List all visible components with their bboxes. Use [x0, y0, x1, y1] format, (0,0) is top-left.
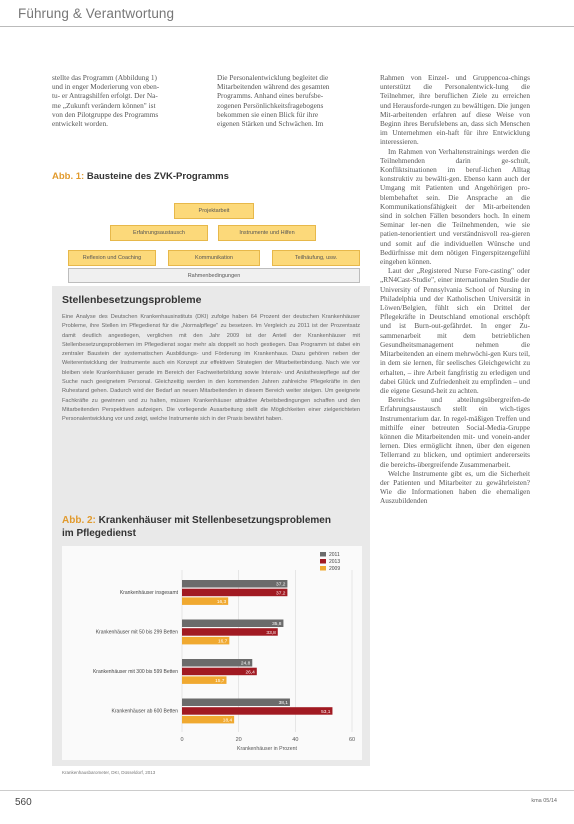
program-diagram: [68, 198, 358, 283]
bar: [182, 699, 290, 707]
x-tick-label: 40: [292, 737, 299, 743]
journal-label: kma 05/14: [531, 798, 557, 804]
text-line: me „Zukunft verändern können" ist: [52, 100, 156, 110]
data-label: 24,8: [240, 661, 251, 667]
data-label: 16,3: [216, 600, 227, 606]
data-label: 37,2: [276, 582, 286, 588]
footer-divider: [0, 790, 574, 791]
section-title: Führung & Verantwortung: [18, 6, 175, 21]
text-line: Mitarbeitenden während des gesamten: [217, 82, 330, 92]
category-label: Krankenhäuser mit 300 bis 599 Betten: [92, 669, 178, 675]
text-line: eigenen Stärken und Schwächen. Im: [217, 119, 324, 129]
page-header: [0, 0, 574, 27]
info-box-text: Eine Analyse des Deutschen Krankenhausinstituts (DKI) zufolge haben 64 Prozent der deutschen Krankenhäuser Probleme, ihre Stellen im Pflegedienst für die „Normalpflege" zu besetzen. Im Vergleich zu 2011 ist der Prozentsatz damit deutlich angestiegen, verglichen mit den Jahr 2009 ist der Anteil der Krankenhäuser mit Stellenbesetzungsproblemen im Pflegedienst sogar mehr als doppelt so hoch gestiegen. Das Programm ist dabei ein zentraler Baustein der systematischen Ausbildungs- und Förderung im Krankenhaus. Dazu gehören neben der Weiterentwicklung der Instrumente auch ein Konzept zur effektiven Strategien der Mitarbeiterbindung. Nach wie vor bleiben viele Krankenhäuser gerade im Bereich der Fachweiterbildung sowie Intensiv- und Anästhesiepflege auf der Suche nach geeignetem Personal. Gleichzeitig werden in den kommenden Jahren zahlreiche Pflegekräfte in den Ruhestand gehen. Dadurch wird der Bedarf an neuen Mitarbeitenden in diesem Bereich weiter steigen. Um geeignete Fachkräfte zu gewinnen und zu halten, müssen Krankenhäuser attraktive Arbeitsbedingungen schaffen und den Mitarbeitenden Perspektiven aufzeigen. Die vorliegende Ausarbeitung stellt die Möglichkeiten einer zielgerichteten Personalentwicklung vor und zeigt, welche Instrumente sich in der Praxis bewährt haben.: [62, 314, 360, 423]
figure-caption: Bausteine des ZVK-Programms: [86, 171, 229, 182]
text-line: und in enger Moderierung von eben-: [52, 82, 160, 92]
data-label: 26,4: [245, 670, 255, 676]
legend-label: 2013: [329, 559, 341, 566]
figure-caption-line-1: Krankenhäuser mit Stellenbesetzungsproblemen: [98, 515, 331, 526]
data-label: 53,1: [321, 709, 331, 715]
legend-swatch: [320, 566, 326, 571]
x-tick-label: 60: [348, 737, 356, 743]
diagram-box-low-right: Teilhäufung, usw.: [272, 250, 360, 266]
bar: [182, 628, 278, 636]
paragraph: Im Rahmen von Verhaltenstrainings werden die Teilnehmenden darin ge-schult, Konfliktsituationen im beruf-lichen Alltag konstruktiv zu bewälti-gen. Ebenso kann auch der Umgang mit Patienten und Angehörigen pro-blembehaftet sein. Die Ansprache an die Kommunikationsfähigkeit der Mit-arbeitenden sind in solchen Fällen besonders hoch. In einem Seminar ler-nen die Teilnehmenden, wie sie patien-tenorientiert und verständnisvoll rea-gieren und somit auf die individuellen Wünsche und Bedürfnisse mit dem nötigen Fingerspitzengefühl eingehen können.: [380, 146, 530, 267]
left-column-top: [52, 73, 208, 128]
right-column: [380, 73, 530, 785]
data-label: 33,8: [266, 630, 276, 636]
bar: [182, 589, 287, 597]
bar-chart: [62, 546, 362, 760]
legend-swatch: [320, 552, 326, 557]
data-label: 15,7: [215, 679, 225, 685]
data-label: 18,4: [222, 718, 233, 724]
category-label: Krankenhäuser ab 600 Betten: [111, 708, 178, 715]
paragraph: Bereichs- und abteilungsübergreifen-de Erfahrungsaustausch stellt ein wich-tiges Instrumentarium dar. In regel-mäßigen Treffen und mithilfe einer betreuten Social-Media-Gruppe können die Mitarbeitenden mit- und vonein-ander lernen. Dies ermöglicht ihnen, über den eigenen Tellerrand zu blicken, und optimiert andererseits die bereichs-übergreifende Zusammenarbeit.: [380, 395, 530, 469]
text-line: Programms. Anhand eines berufsbe-: [217, 91, 324, 101]
x-tick-label: 0: [180, 737, 184, 743]
data-label: 16,7: [217, 639, 228, 645]
bar: [182, 707, 332, 715]
diagram-box-mid-right: Instrumente und Hilfen: [218, 225, 316, 241]
data-label: 35,8: [272, 622, 282, 628]
category-label: Krankenhäuser mit 50 bis 299 Betten: [95, 629, 178, 636]
bar: [182, 620, 283, 628]
x-tick-label: 20: [235, 737, 242, 743]
legend-label: 2009: [329, 566, 341, 573]
figure-number: Abb. 2:: [62, 515, 96, 526]
middle-column-top: [217, 73, 370, 128]
diagram-box-mid-left: Erfahrungsaustausch: [110, 225, 208, 241]
diagram-box-base: Rahmenbedingungen: [68, 268, 360, 283]
info-box: [52, 286, 370, 775]
paragraph: Rahmen von Einzel- und Gruppencoa-chings unterstützt die Personalentwick-lung die Teilnehmer, ihre beruflichen Ziele zu erreichen und Herausforde-rungen zu bewältigen. Die jungen Mit-arbeitenden erfahren auf diese Weise von Beginn ihres Berufslebens an, dass sich Menschen im Unternehmen ein-haft für ihre Entwicklung interessieren.: [380, 73, 530, 147]
chart-source: Krankenhausbarometer, DKI, Düsseldorf, 2013: [62, 770, 156, 775]
text-line: bekommen sie einen Blick für ihre: [217, 109, 319, 119]
x-axis-label: Krankenhäuser in Prozent: [237, 746, 297, 752]
info-box-title: Stellenbesetzungsprobleme: [62, 294, 202, 306]
text-line: stellte das Programm (Abbildung 1): [52, 73, 157, 82]
diagram-box-low-left: Reflexion und Coaching: [68, 250, 156, 266]
diagram-box-low-mid: Kommunikation: [168, 250, 260, 266]
figure-number: Abb. 1:: [52, 171, 85, 182]
page-number: 560: [15, 797, 32, 808]
data-label: 38,1: [278, 701, 288, 707]
chart-svg: [62, 546, 362, 760]
text-line: zogenen Persönlichkeitsfragebogens: [217, 100, 324, 110]
data-label: 37,2: [276, 591, 286, 597]
paragraph: Welche Instrumente gibt es, um die Sicherheit der Patienten und Mitarbeiter zu gewährleisten? Wie die Informationen haben die ehemaligen Auszubildenden: [380, 468, 530, 506]
diagram-box-top: Projektarbeit: [174, 203, 254, 219]
legend-label: 2011: [329, 552, 340, 559]
text-line: tu- er Antragshilfen erfolgt. Der Na-: [52, 91, 158, 101]
category-label: Krankenhäuser insgesamt: [119, 590, 178, 596]
figure-caption-line-2: im Pflegedienst: [62, 528, 136, 539]
paragraph: Laut der „Registered Nurse Fore-casting" oder „RN4Cast-Studie", einer internationalen Studie der University of Pennsylvania School of Nursing in Philadelphia und der Katholischen Universität in Löwen/Belgien, fühlt sich ein Drittel der Pflegekräfte in Deutschland emotional erschöpft und ist Burn-out-gefährdet. In enger Zu-sammenarbeit mit dem betrieblichen Gesundheitsmanagement nehmen die Mitarbeitenden an einem mehrwöchi-gen Kurs teil, in dem sie lernen, für seelisches Gleichgewicht zu erhalten, – ihre Arbeit fangfristig zu erledigen und dabei Glück und Zufriedenheit zu empfinden – und die eigene Gesund-heit zu achten.: [380, 266, 530, 395]
text-line: Die Personalentwicklung begleitet die: [217, 73, 329, 82]
figure-1-title: [52, 171, 229, 182]
figure-2-title: [62, 514, 331, 540]
legend-swatch: [320, 559, 326, 564]
text-line: entwickelt worden.: [52, 119, 108, 129]
bar: [182, 580, 287, 588]
text-line: von den Pilotgruppe des Programms: [52, 109, 159, 119]
